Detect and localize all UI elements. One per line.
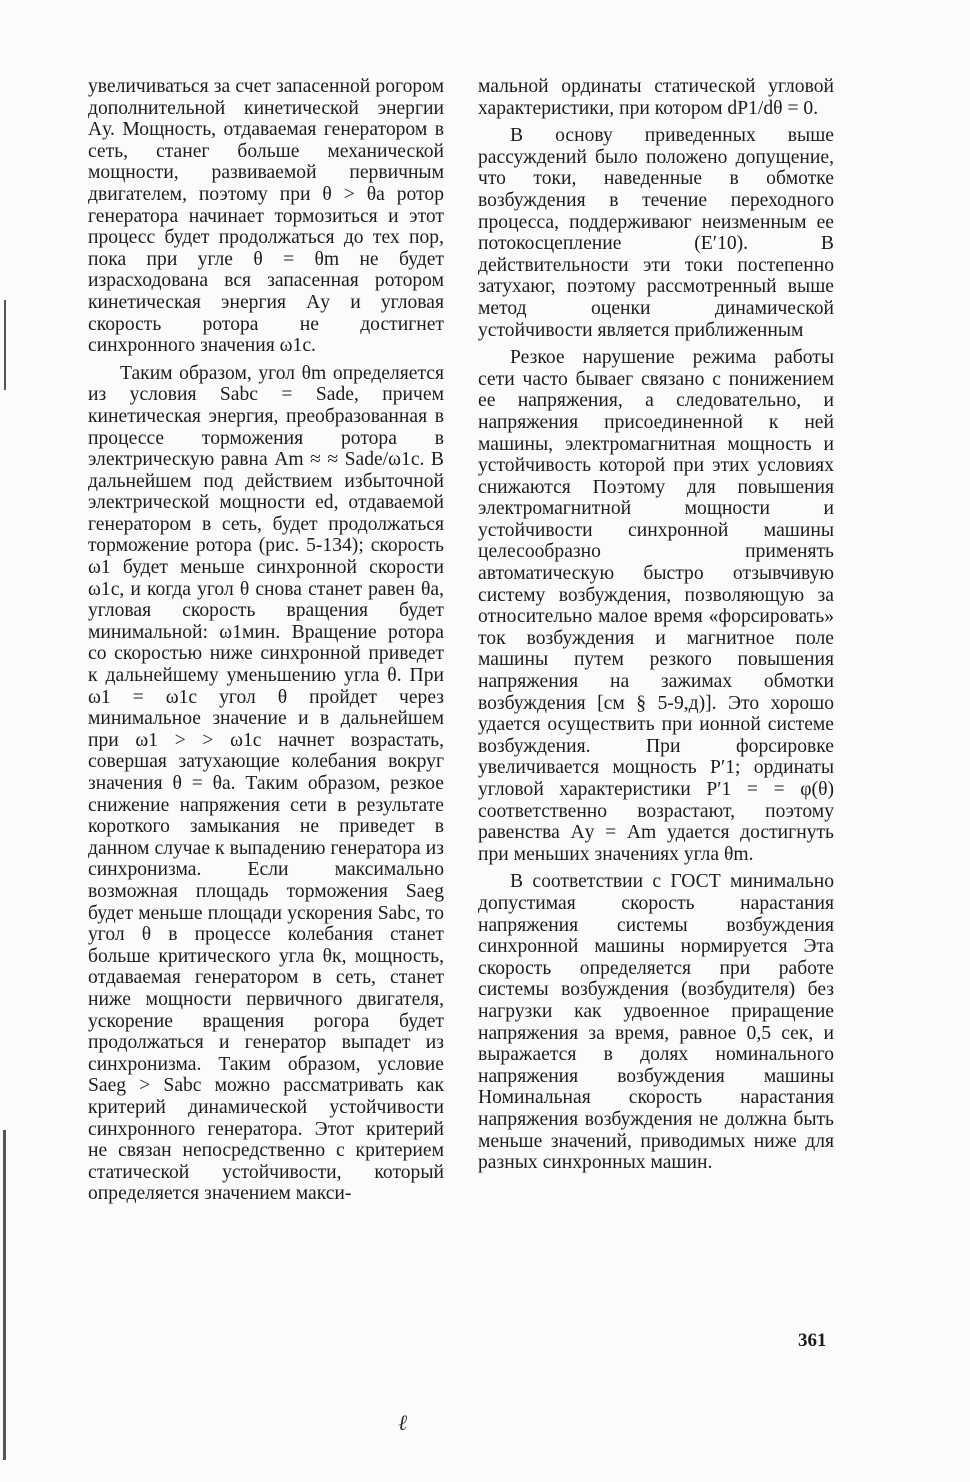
paragraph: увеличиваться за счет запасенной рогором дополнительной кинетической энергии Aу. Мощность, отдаваемая генератором в сеть, станег больше механической мощности, развиваемой первичным двигателем, поэтому при θ > θa ротор генератора начинает тормозиться и этот процесс будет продолжаться до тех пор, пока при угле θ = θm не будет израсходована вся запасенная ротором кинетическая энергия Aу и угловая скорость ротора не достигнет синхронного значения ω1c. bbox=[88, 76, 444, 357]
paragraph: В основу приведенных выше рассуждений было положено допущение, что токи, наведенные в обмотке возбуждения в течение переходного процесса, поддерживаюг неизменным ее потокосцепление (E′10). В действительности эти токи постепенно затухаюг, поэтому рассмотренный выше метод оценки динамической устойчивости является приближенным bbox=[478, 125, 834, 341]
scan-margin-line bbox=[4, 300, 6, 390]
page-number: 361 bbox=[798, 1330, 827, 1351]
paragraph: В соответствии с ГОСТ минимально допустимая скорость нарастания напряжения системы возбуждения синхронной машины нормируется Эта скорость определяется при работе системы возбуждения (возбудителя) без нагрузки как удвоенное приращение напряжения за время, равное 0,5 сек, и выражается в долях номинального напряжения возбуждения машины Номинальная скорость нарастания напряжения возбуждения не должна быть меньше значений, приводимых ниже для разных синхронных машин. bbox=[478, 871, 834, 1174]
paragraph: мальной ординаты статической угловой характеристики, при котором dP1/dθ = 0. bbox=[478, 76, 834, 119]
right-text-column bbox=[478, 76, 834, 1180]
paragraph: Резкое нарушение режима работы сети часто бываег связано с понижением ее напряжения, а следовательно, и напряжения присоединенной к ней машины, электромагнитная мощность и устойчивость которой при этих условиях снижаются Поэтому для повышения электромагнитной мощноcти и устойчивости синхронной машины целесообразно применять автоматическую быстро отзывчивую систему возбуждения, позволяющую за относительно малое время «форсировать» ток возбуждения и магнитное поле машины путем резкого повышения напряжения на зажимах обмотки возбуждения [см § 5-9,д)]. Это хорошо удается осуществить при ионной системе возбуждения. При форсировке увеличивается мощность P′1; ординаты угловой характеристики P′1 = = φ(θ) соответственно возрастают, поэтому равенства Aу = Am удается достигнуть при меньших значениях угла θm. bbox=[478, 347, 834, 865]
bottom-scan-mark: ℓ bbox=[398, 1410, 408, 1435]
paragraph: Таким образом, угол θm определяется из условия Sabc = Sade, причем кинетическая энергия, преобразованная в процессе торможения ротора в электрическую равна Am ≈ ≈ Sade/ω1c. В дальнейшем под действием избыточной электрической мощности ed, отдаваемой генератором в сеть, будет продолжаться торможение ротора (рис. 5-134); скорость ω1 будет меньше синхронной скорости ω1c, и когда угол θ снова станет равен θa, угловая скорость вращения будет минимальной: ω1мин. Вращение ротора со скоростью ниже синхронной приведет к дальнейшему уменьшению угла θ. При ω1 = ω1c угол θ пройдет через минимальное значение и в дальнейшем при ω1 > > ω1c начнет возрастать, совершая затухающие колебания вокруг значения θ = θa. Таким образом, резкое снижение напряжения сети в результате короткого замыкания не приведет в данном случае к выпадению генератора из синхронизма. Если максимально возможная площадь торможения Saeg будет меньше площади ускорения Sabc, то угол θ в процессе колебания станет больше критического угла θк, мощность, отдаваемая генератором в сеть, станет ниже мощности первичного двигателя, ускорение вращения рогора будет продолжаться и генератор выпадет из синхронизма. Таким образом, условие Saeg > Sabc можно рассматривать как критерий динамической устойчивости синхронного генератора. Этот критерий не связан непосредственно с критерием статической устойчивости, который определяется значением макси- bbox=[88, 362, 444, 1205]
scan-margin-line bbox=[3, 1130, 6, 1460]
left-text-column bbox=[88, 76, 444, 1211]
